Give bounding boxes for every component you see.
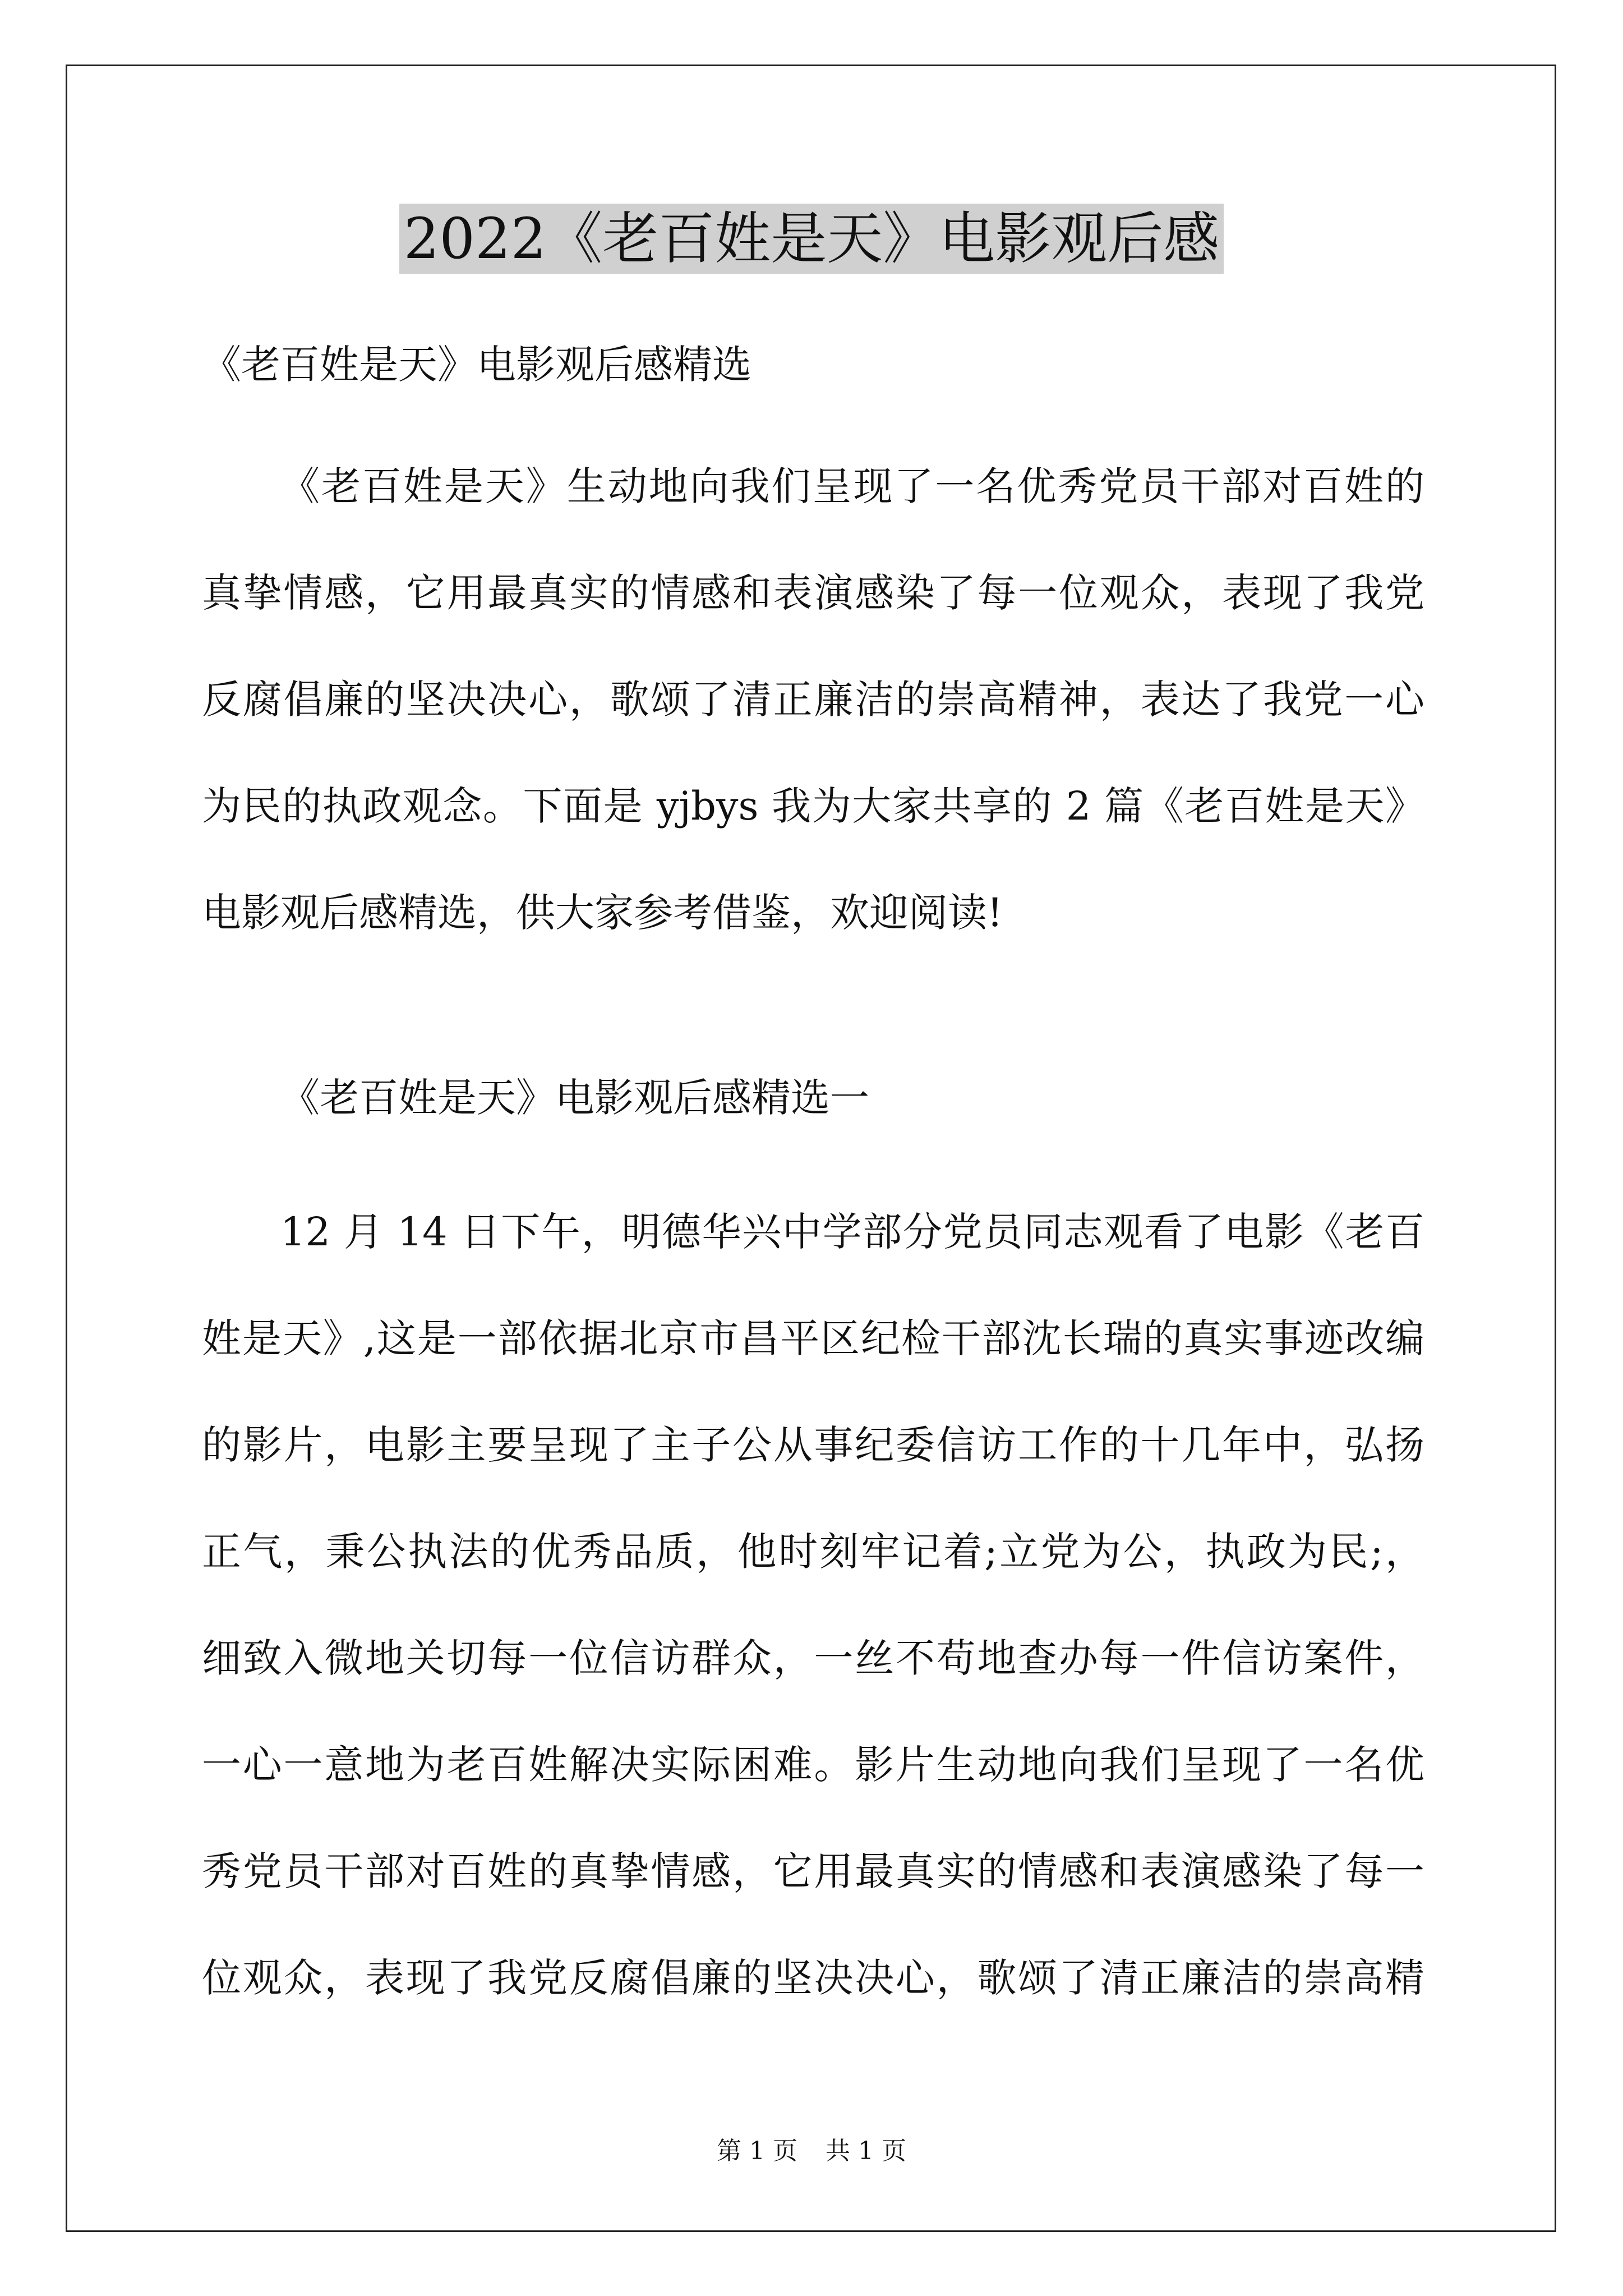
document-subtitle: 《老百姓是天》电影观后感精选 [202,342,751,388]
intro-line: 为民的执政观念。下面是 yjbys 我为大家共享的 2 篇《老百姓是天》 [202,783,1424,829]
page-footer [0,2134,1623,2168]
intro-line: 电影观后感精选，供大家参考借鉴，欢迎阅读! [202,890,1003,936]
body-line: 位观众，表现了我党反腐倡廉的坚决决心，歌颂了清正廉洁的崇高精 [202,1955,1424,2001]
document-title [0,200,1623,278]
section-heading: 《老百姓是天》电影观后感精选一 [280,1075,869,1121]
intro-line: 反腐倡廉的坚决决心，歌颂了清正廉洁的崇高精神，表达了我党一心 [202,677,1424,723]
body-line: 的影片，电影主要呈现了主子公从事纪委信访工作的十几年中，弘扬 [202,1422,1424,1468]
intro-line: 《老百姓是天》生动地向我们呈现了一名优秀党员干部对百姓的 [280,463,1424,509]
page-number: 第 1 页 [717,2137,797,2165]
document-title-text: 2022《老百姓是天》电影观后感 [399,204,1224,274]
body-line: 正气，秉公执法的优秀品质，他时刻牢记着;立党为公，执政为民;， [202,1529,1424,1575]
page-total: 共 1 页 [826,2137,906,2165]
intro-line: 真挚情感，它用最真实的情感和表演感染了每一位观众，表现了我党 [202,570,1424,616]
body-line: 一心一意地为老百姓解决实际困难。影片生动地向我们呈现了一名优 [202,1742,1424,1788]
body-line: 12 月 14 日下午，明德华兴中学部分党员同志观看了电影《老百 [280,1209,1424,1255]
body-line: 秀党员干部对百姓的真挚情感，它用最真实的情感和表演感染了每一 [202,1848,1424,1894]
body-line: 细致入微地关切每一位信访群众，一丝不苟地查办每一件信访案件， [202,1635,1424,1681]
body-line: 姓是天》,这是一部依据北京市昌平区纪检干部沈长瑞的真实事迹改编 [202,1315,1424,1361]
